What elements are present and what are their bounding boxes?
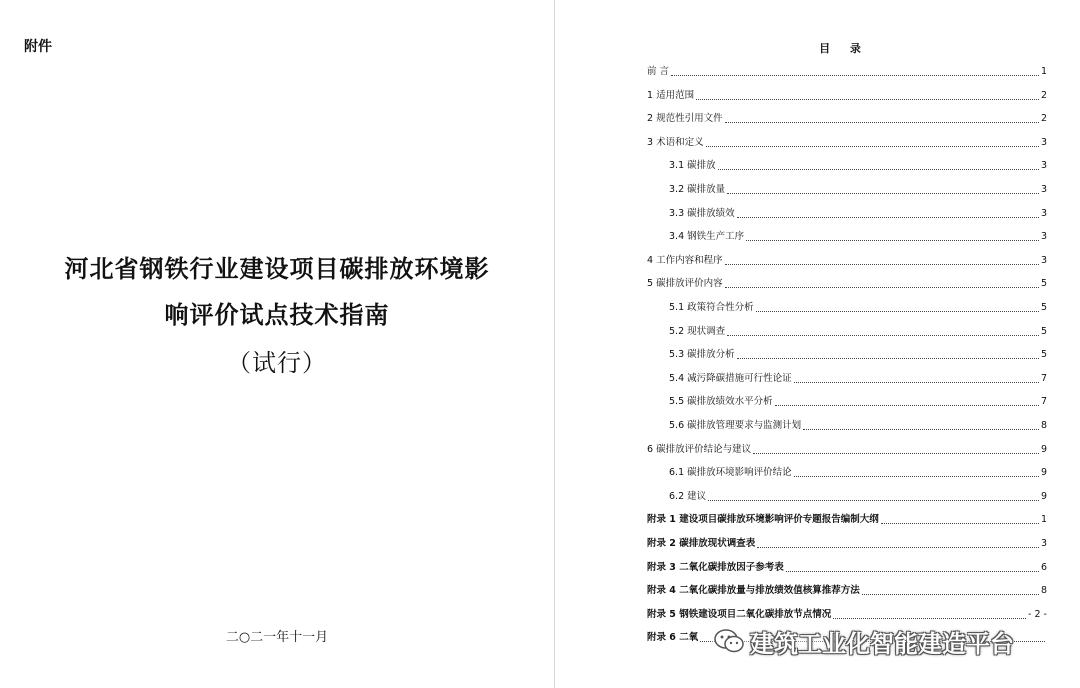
toc-entry-label: 5.5 碳排放绩效水平分析 bbox=[669, 396, 773, 408]
toc-entry-label: 3.1 碳排放 bbox=[669, 160, 716, 172]
toc-entry-leader bbox=[696, 99, 1039, 100]
right-page bbox=[556, 0, 1080, 688]
watermark-text: 建筑工业化智能建造平台 bbox=[750, 629, 1014, 658]
toc-entry-label: 1 适用范围 bbox=[647, 89, 695, 101]
toc-entry-leader bbox=[757, 547, 1039, 548]
toc-heading-text: 目 录 bbox=[819, 42, 869, 55]
toc-entry bbox=[647, 417, 1047, 433]
toc-entry-label: 附录 6 二氧 bbox=[647, 632, 699, 644]
toc-entry-label: 5.2 现状调查 bbox=[669, 325, 726, 337]
toc-entry-label: 3.3 碳排放绩效 bbox=[669, 207, 735, 219]
toc-entry bbox=[647, 370, 1047, 386]
toc-entry bbox=[647, 535, 1047, 551]
toc-entry bbox=[647, 393, 1047, 409]
toc-entry bbox=[647, 464, 1047, 480]
toc-heading bbox=[556, 40, 1036, 56]
toc-entry-leader bbox=[725, 287, 1039, 288]
toc-entry-leader bbox=[706, 146, 1039, 147]
toc-entry-label: 附录 2 碳排放现状调查表 bbox=[647, 538, 756, 549]
toc-entry-leader bbox=[833, 618, 1026, 619]
toc-entry bbox=[647, 559, 1047, 575]
toc-entry-label: 5.4 减污降碳措施可行性论证 bbox=[669, 372, 792, 384]
toc-entry-page: 3 bbox=[1040, 231, 1047, 243]
toc-entry-label: 附录 4 二氧化碳排放量与排放绩效值核算推荐方法 bbox=[647, 585, 860, 597]
toc-entry-page: 1 bbox=[1040, 66, 1047, 77]
toc-entry-leader bbox=[737, 358, 1039, 359]
toc-entry-page: 9 bbox=[1040, 443, 1047, 455]
toc-entry-leader bbox=[794, 382, 1039, 383]
toc-entry-leader bbox=[775, 405, 1039, 406]
toc-entry-page: 5 bbox=[1040, 278, 1047, 290]
toc-entry-page: 2 bbox=[1040, 113, 1047, 125]
toc-entry-label: 附录 3 二氧化碳排放因子参考表 bbox=[647, 561, 784, 573]
toc-entry-page: 9 bbox=[1040, 467, 1047, 479]
toc-entry bbox=[647, 488, 1047, 504]
document-title-line-1: 河北省钢铁行业建设项目碳排放环境影 bbox=[64, 255, 490, 283]
toc-entry-page: 1 bbox=[1040, 514, 1047, 526]
attachment-label: 附件 bbox=[24, 39, 52, 55]
toc-entry bbox=[647, 346, 1047, 362]
toc-entry-label: 5.6 碳排放管理要求与监测计划 bbox=[669, 420, 802, 431]
toc-entry-leader bbox=[753, 453, 1039, 454]
toc-entry-page: 7 bbox=[1040, 372, 1047, 384]
toc-entry-label: 附录 1 建设项目碳排放环境影响评价专题报告编制大纲 bbox=[647, 514, 879, 526]
toc-entry bbox=[647, 87, 1047, 103]
page-divider bbox=[554, 0, 555, 688]
toc-entry-label: 6.1 碳排放环境影响评价结论 bbox=[669, 467, 792, 479]
document-title-line-3: （试行） bbox=[227, 349, 327, 377]
toc-entry bbox=[647, 252, 1047, 268]
toc-entry bbox=[647, 441, 1047, 457]
toc-entry-label: 6.2 建议 bbox=[669, 490, 707, 502]
toc-entry bbox=[647, 63, 1047, 79]
toc-entry-label: 3 术语和定义 bbox=[647, 136, 704, 148]
toc-entry-leader bbox=[737, 217, 1039, 218]
toc-entry-page: 3 bbox=[1040, 207, 1047, 219]
watermark bbox=[712, 624, 1014, 658]
toc-entry-leader bbox=[725, 122, 1039, 123]
toc-entry-page: 5 bbox=[1040, 302, 1047, 313]
toc-entry-leader bbox=[671, 75, 1039, 76]
toc-entry-page: 3 bbox=[1040, 160, 1047, 172]
toc-entry-label: 5.3 碳排放分析 bbox=[669, 349, 735, 361]
toc-entry-leader bbox=[786, 571, 1039, 572]
toc-entry bbox=[647, 228, 1047, 244]
toc-entry-page: 2 bbox=[1040, 89, 1047, 101]
toc-entry-label: 4 工作内容和程序 bbox=[647, 254, 723, 266]
toc-entry-page: 3 bbox=[1040, 254, 1047, 266]
toc-entry-page: 5 bbox=[1040, 349, 1047, 361]
toc-entry-page: 9 bbox=[1040, 490, 1047, 502]
toc-entry-label: 附录 5 钢铁建设项目二氧化碳排放节点情况 bbox=[647, 608, 832, 620]
toc-entry bbox=[647, 299, 1047, 315]
toc-entry-leader bbox=[718, 169, 1039, 170]
toc-entry-leader bbox=[708, 500, 1039, 501]
toc-entry-page: 3 bbox=[1040, 184, 1047, 195]
toc-entry-page: 6 bbox=[1040, 561, 1047, 573]
toc-entry-page: 5 bbox=[1040, 325, 1047, 337]
toc-entry-label: 前 言 bbox=[647, 66, 670, 77]
toc-entry-leader bbox=[862, 594, 1039, 595]
toc-entry-label: 5 碳排放评价内容 bbox=[647, 278, 723, 290]
toc-entry bbox=[647, 157, 1047, 173]
toc-entry bbox=[647, 205, 1047, 221]
toc-entry bbox=[647, 181, 1047, 197]
toc-entry-page: 7 bbox=[1040, 396, 1047, 408]
toc-entry-leader bbox=[756, 311, 1039, 312]
toc-entry-label: 6 碳排放评价结论与建议 bbox=[647, 443, 752, 455]
toc-entry bbox=[647, 275, 1047, 291]
toc-entry bbox=[647, 511, 1047, 527]
toc-entry-leader bbox=[725, 264, 1039, 265]
toc-entry bbox=[647, 134, 1047, 150]
toc-entry-label: 2 规范性引用文件 bbox=[647, 113, 723, 125]
toc-entry-leader bbox=[881, 523, 1039, 524]
document-date: 二○二一年十一月 bbox=[225, 630, 329, 645]
toc-entry-label: 3.2 碳排放量 bbox=[669, 184, 726, 195]
toc-entry-leader bbox=[727, 335, 1039, 336]
toc-entry bbox=[647, 582, 1047, 598]
toc-entry-page: 3 bbox=[1040, 538, 1047, 549]
toc-entry-page: 8 bbox=[1040, 585, 1047, 597]
document-title-line-2: 响评价试点技术指南 bbox=[164, 301, 390, 329]
toc-entry-leader bbox=[794, 476, 1039, 477]
toc-entry-page: - 2 - bbox=[1028, 608, 1047, 620]
toc-entry bbox=[647, 110, 1047, 126]
toc-entry-leader bbox=[803, 429, 1039, 430]
toc-entry-page: 8 bbox=[1040, 420, 1047, 431]
toc-entry bbox=[647, 606, 1047, 622]
toc-entry-label: 3.4 钢铁生产工序 bbox=[669, 231, 745, 243]
toc-entry bbox=[647, 323, 1047, 339]
wechat-icon bbox=[712, 624, 746, 658]
toc-entry-leader bbox=[727, 193, 1039, 194]
toc-entry-label: 5.1 政策符合性分析 bbox=[669, 302, 754, 313]
toc-entry-page: 3 bbox=[1040, 136, 1047, 148]
toc-entry-leader bbox=[746, 240, 1039, 241]
